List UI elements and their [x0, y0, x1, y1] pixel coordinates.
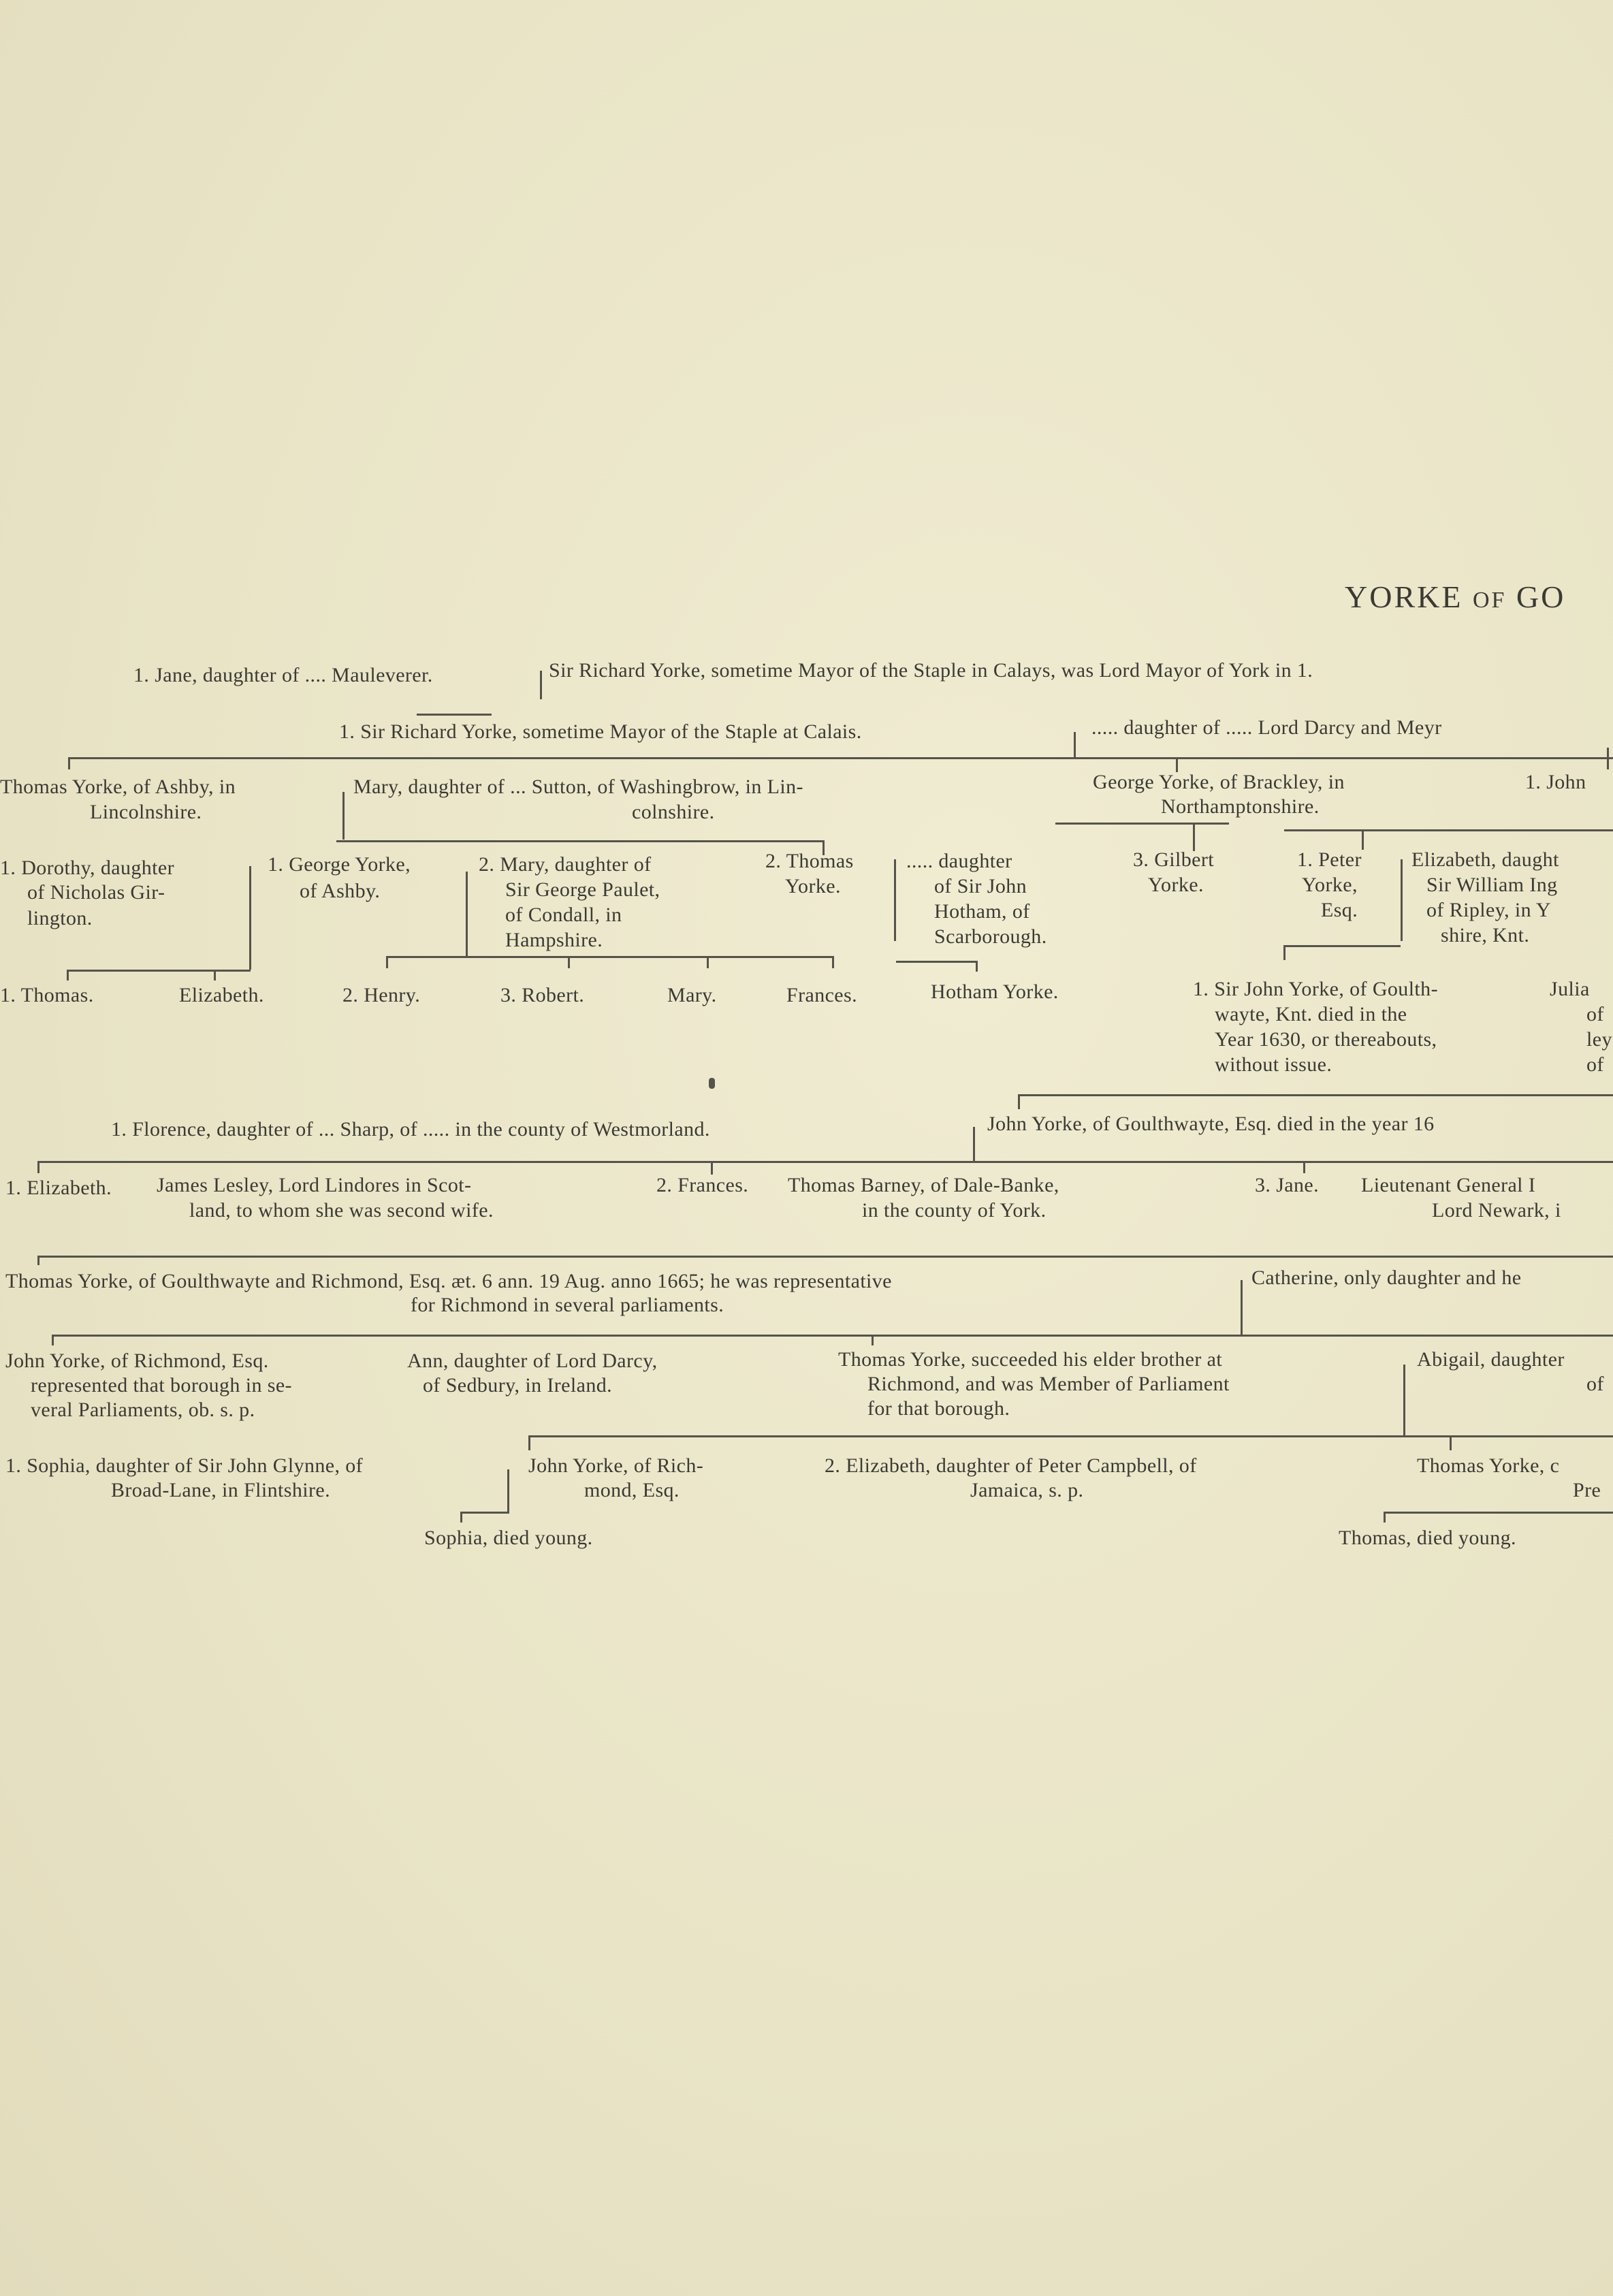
- mary-paulet-l2: Sir George Paulet,: [505, 878, 660, 901]
- branch-line: [37, 1256, 39, 1265]
- branch-line: [67, 970, 69, 980]
- thomas-yorke-ashby: Thomas Yorke, of Ashby, in: [0, 776, 236, 798]
- sir-john-yorke-l2: wayte, Knt. died in the: [1215, 1003, 1407, 1025]
- descent-line: [973, 1127, 975, 1161]
- branch-line: [528, 1435, 530, 1450]
- branch-line: [214, 970, 216, 980]
- abigail-daughter-l2: of: [1586, 1373, 1604, 1395]
- peter-yorke-l3: Esq.: [1321, 899, 1358, 921]
- sir-john-yorke-l3: Year 1630, or thereabouts,: [1215, 1028, 1437, 1051]
- lieutenant-general: Lieutenant General I: [1361, 1174, 1536, 1196]
- elizabeth-campbell-l2: Jamaica, s. p.: [970, 1479, 1084, 1501]
- marriage-line: [249, 866, 251, 970]
- sibling-line: [37, 1161, 1613, 1163]
- ornament-mark: [709, 1078, 715, 1089]
- branch-line: [37, 1161, 39, 1173]
- branch-line: [386, 956, 388, 968]
- thomas-yorke-2-l2: Yorke.: [785, 875, 841, 897]
- hotham-daughter-l4: Scarborough.: [934, 925, 1047, 948]
- mary-paulet-l3: of Condall, in: [505, 904, 622, 926]
- julia-wife: Julia: [1550, 978, 1590, 1000]
- sibling-line: [460, 1512, 509, 1514]
- sibling-line: [37, 1256, 1613, 1258]
- branch-line: [872, 1335, 874, 1345]
- mary: Mary.: [667, 984, 717, 1006]
- ann-darcy: Ann, daughter of Lord Darcy,: [407, 1350, 658, 1372]
- descent-line: [1241, 1280, 1243, 1335]
- branch-line: [1362, 829, 1364, 850]
- branch-line: [52, 1335, 54, 1345]
- hotham-yorke: Hotham Yorke.: [931, 980, 1059, 1003]
- branch-line: [417, 714, 492, 716]
- elizabeth-ingleby-l3: of Ripley, in Y: [1426, 899, 1551, 921]
- sibling-line: [1283, 945, 1401, 947]
- sir-john-yorke-goulthwayte: 1. Sir John Yorke, of Goulth-: [1193, 978, 1438, 1000]
- sibling-line: [68, 757, 1613, 759]
- john-yorke-richmond-2-l2: mond, Esq.: [584, 1479, 680, 1501]
- sibling-line: [67, 970, 251, 972]
- dorothy-girlington: 1. Dorothy, daughter: [0, 857, 174, 879]
- sophia-died-young: Sophia, died young.: [424, 1527, 593, 1549]
- thomas-died-young: Thomas, died young.: [1339, 1527, 1516, 1549]
- branch-line: [1303, 1161, 1305, 1173]
- thomas-1: 1. Thomas.: [0, 984, 94, 1006]
- branch-line: [976, 961, 978, 972]
- mary-sutton-place: colnshire.: [632, 801, 715, 823]
- branch-line: [1607, 748, 1609, 769]
- frances-yorke-2: 2. Frances.: [656, 1174, 749, 1196]
- branch-line: [832, 956, 834, 968]
- descent-line: [1403, 1365, 1405, 1435]
- george-yorke-brackley-place: Northamptonshire.: [1161, 795, 1320, 818]
- elizabeth-ingleby-l2: Sir William Ing: [1426, 874, 1558, 896]
- gilbert-yorke: 3. Gilbert: [1133, 848, 1214, 871]
- sibling-line: [1018, 1094, 1613, 1096]
- john-yorke-richmond-2: John Yorke, of Rich-: [528, 1454, 704, 1477]
- sibling-line: [386, 956, 834, 958]
- mary-paulet-l4: Hampshire.: [505, 929, 603, 951]
- thomas-barney-l2: in the county of York.: [862, 1199, 1047, 1222]
- sibling-line: [896, 961, 978, 963]
- marriage-line: [894, 859, 896, 941]
- branch-line: [707, 956, 709, 968]
- thomas-yorke-c-l2: Pre: [1573, 1479, 1601, 1501]
- sibling-line: [1384, 1512, 1613, 1514]
- thomas-yorke-goulthwayte-richmond: Thomas Yorke, of Goulthwayte and Richmond, Esq. æt. 6 ann. 19 Aug. anno 1665; he was representative: [5, 1270, 892, 1292]
- john-yorke-richmond-l2: represented that borough in se-: [31, 1374, 292, 1397]
- john-yorke-richmond: John Yorke, of Richmond, Esq.: [5, 1350, 269, 1372]
- sir-richard-yorke-lord-mayor: Sir Richard Yorke, sometime Mayor of the Staple in Calays, was Lord Mayor of York in 1.: [549, 659, 1313, 682]
- peter-yorke-l2: Yorke,: [1302, 874, 1358, 896]
- dorothy-girlington-l3: lington.: [27, 907, 93, 929]
- branch-line: [1283, 945, 1285, 960]
- branch-line: [1018, 1094, 1020, 1109]
- thomas-yorke-richmond-l3: for that borough.: [867, 1397, 1010, 1420]
- james-lesley-l2: land, to whom she was second wife.: [189, 1199, 494, 1222]
- hotham-daughter-l2: of Sir John: [934, 875, 1027, 897]
- thomas-barney: Thomas Barney, of Dale-Banke,: [788, 1174, 1059, 1196]
- elizabeth: Elizabeth.: [179, 984, 264, 1006]
- sibling-line: [336, 840, 823, 842]
- sir-john-yorke-l4: without issue.: [1215, 1053, 1332, 1076]
- james-lesley: James Lesley, Lord Lindores in Scot-: [157, 1174, 472, 1196]
- jane-yorke-3: 3. Jane.: [1255, 1174, 1320, 1196]
- julia-wife-l2: of: [1586, 1003, 1604, 1025]
- branch-line: [1384, 1512, 1386, 1522]
- descent-line: [1074, 732, 1076, 758]
- dorothy-girlington-l2: of Nicholas Gir-: [27, 881, 165, 904]
- sir-richard-yorke-staple: 1. Sir Richard Yorke, sometime Mayor of the Staple at Calais.: [339, 720, 862, 743]
- branch-line: [1450, 1435, 1452, 1450]
- catherine-daughter: Catherine, only daughter and he: [1251, 1266, 1522, 1289]
- abigail-daughter: Abigail, daughter: [1417, 1348, 1565, 1371]
- ann-darcy-l2: of Sedbury, in Ireland.: [423, 1374, 613, 1397]
- descent-line: [540, 671, 542, 699]
- frances: Frances.: [786, 984, 857, 1006]
- george-yorke-brackley: George Yorke, of Brackley, in: [1093, 771, 1345, 793]
- lieutenant-general-l2: Lord Newark, i: [1432, 1199, 1561, 1222]
- sibling-line: [52, 1335, 1613, 1337]
- elizabeth-campbell: 2. Elizabeth, daughter of Peter Campbell, of: [825, 1454, 1197, 1477]
- sophia-glynne-l2: Broad-Lane, in Flintshire.: [111, 1479, 331, 1501]
- julia-wife-l3: ley: [1586, 1028, 1612, 1051]
- thomas-yorke-richmond-l2: Richmond, and was Member of Parliament: [867, 1373, 1230, 1395]
- sibling-line: [1284, 829, 1613, 831]
- branch-line: [568, 956, 570, 968]
- descent-line: [342, 792, 345, 840]
- thomas-yorke-richmond: Thomas Yorke, succeeded his elder brother at: [838, 1348, 1223, 1371]
- gilbert-yorke-l2: Yorke.: [1148, 874, 1204, 896]
- sophia-glynne: 1. Sophia, daughter of Sir John Glynne, of: [5, 1454, 364, 1477]
- john-yorke-1: 1. John: [1525, 771, 1586, 793]
- mary-paulet: 2. Mary, daughter of: [479, 853, 652, 876]
- marriage-line: [1401, 859, 1403, 941]
- john-yorke-goulthwayte: John Yorke, of Goulthwayte, Esq. died in the year 16: [987, 1113, 1435, 1135]
- thomas-yorke-ashby-place: Lincolnshire.: [90, 801, 202, 823]
- robert-3: 3. Robert.: [500, 984, 585, 1006]
- hotham-daughter-l3: Hotham, of: [934, 900, 1030, 923]
- branch-line: [460, 1512, 462, 1522]
- descent-line: [507, 1469, 509, 1512]
- elizabeth-yorke-1: 1. Elizabeth.: [5, 1177, 112, 1199]
- florence-sharp: 1. Florence, daughter of ... Sharp, of ..... in the county of Westmorland.: [111, 1118, 710, 1141]
- sibling-line: [1055, 823, 1229, 825]
- darcy-meyr-daughter: ..... daughter of ..... Lord Darcy and Meyr: [1091, 716, 1442, 739]
- jane-mauleverer: 1. Jane, daughter of .... Mauleverer.: [133, 664, 433, 686]
- thomas-yorke-2: 2. Thomas: [765, 850, 854, 872]
- george-yorke-ashby-l2: of Ashby.: [300, 880, 381, 902]
- marriage-line: [466, 872, 468, 956]
- page-title: YORKE OF GO: [1345, 579, 1566, 614]
- branch-line: [68, 757, 70, 769]
- thomas-yorke-representative: for Richmond in several parliaments.: [411, 1294, 724, 1316]
- henry-2: 2. Henry.: [342, 984, 421, 1006]
- hotham-daughter: ..... daughter: [906, 850, 1012, 872]
- mary-sutton: Mary, daughter of ... Sutton, of Washingbrow, in Lin-: [353, 776, 803, 798]
- john-yorke-richmond-l3: veral Parliaments, ob. s. p.: [31, 1399, 255, 1421]
- julia-wife-l4: of: [1586, 1053, 1604, 1076]
- elizabeth-ingleby: Elizabeth, daught: [1411, 848, 1559, 871]
- peter-yorke: 1. Peter: [1297, 848, 1362, 871]
- elizabeth-ingleby-l4: shire, Knt.: [1441, 924, 1530, 946]
- george-yorke-ashby: 1. George Yorke,: [268, 853, 411, 876]
- thomas-yorke-c: Thomas Yorke, c: [1417, 1454, 1560, 1477]
